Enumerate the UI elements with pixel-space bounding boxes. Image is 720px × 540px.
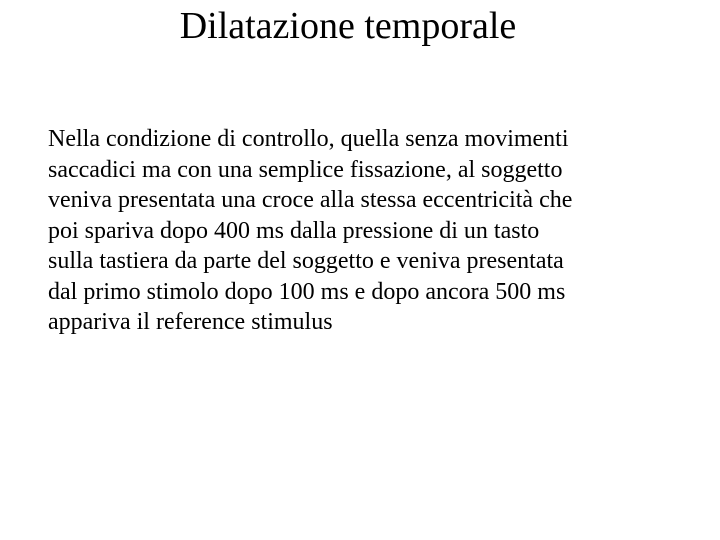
body-line: appariva il reference stimulus xyxy=(48,309,333,335)
body-line: poi spariva dopo 400 ms dalla pressione di un tasto xyxy=(48,217,540,244)
body-line: veniva presentata una croce alla stessa eccentricità che xyxy=(48,187,573,213)
body-line: dal primo stimolo dopo 100 ms e dopo ancora 500 ms xyxy=(48,278,566,305)
body-line: sulla tastiera da parte del soggetto e veniva presentata xyxy=(48,248,564,274)
slide-title: Dilatazione temporale xyxy=(179,5,517,47)
body-line: Nella condizione di controllo, quella senza movimenti xyxy=(48,126,569,152)
slide-body-text xyxy=(48,124,688,338)
body-line: saccadici ma con una semplice fissazione, al soggetto xyxy=(48,156,563,183)
